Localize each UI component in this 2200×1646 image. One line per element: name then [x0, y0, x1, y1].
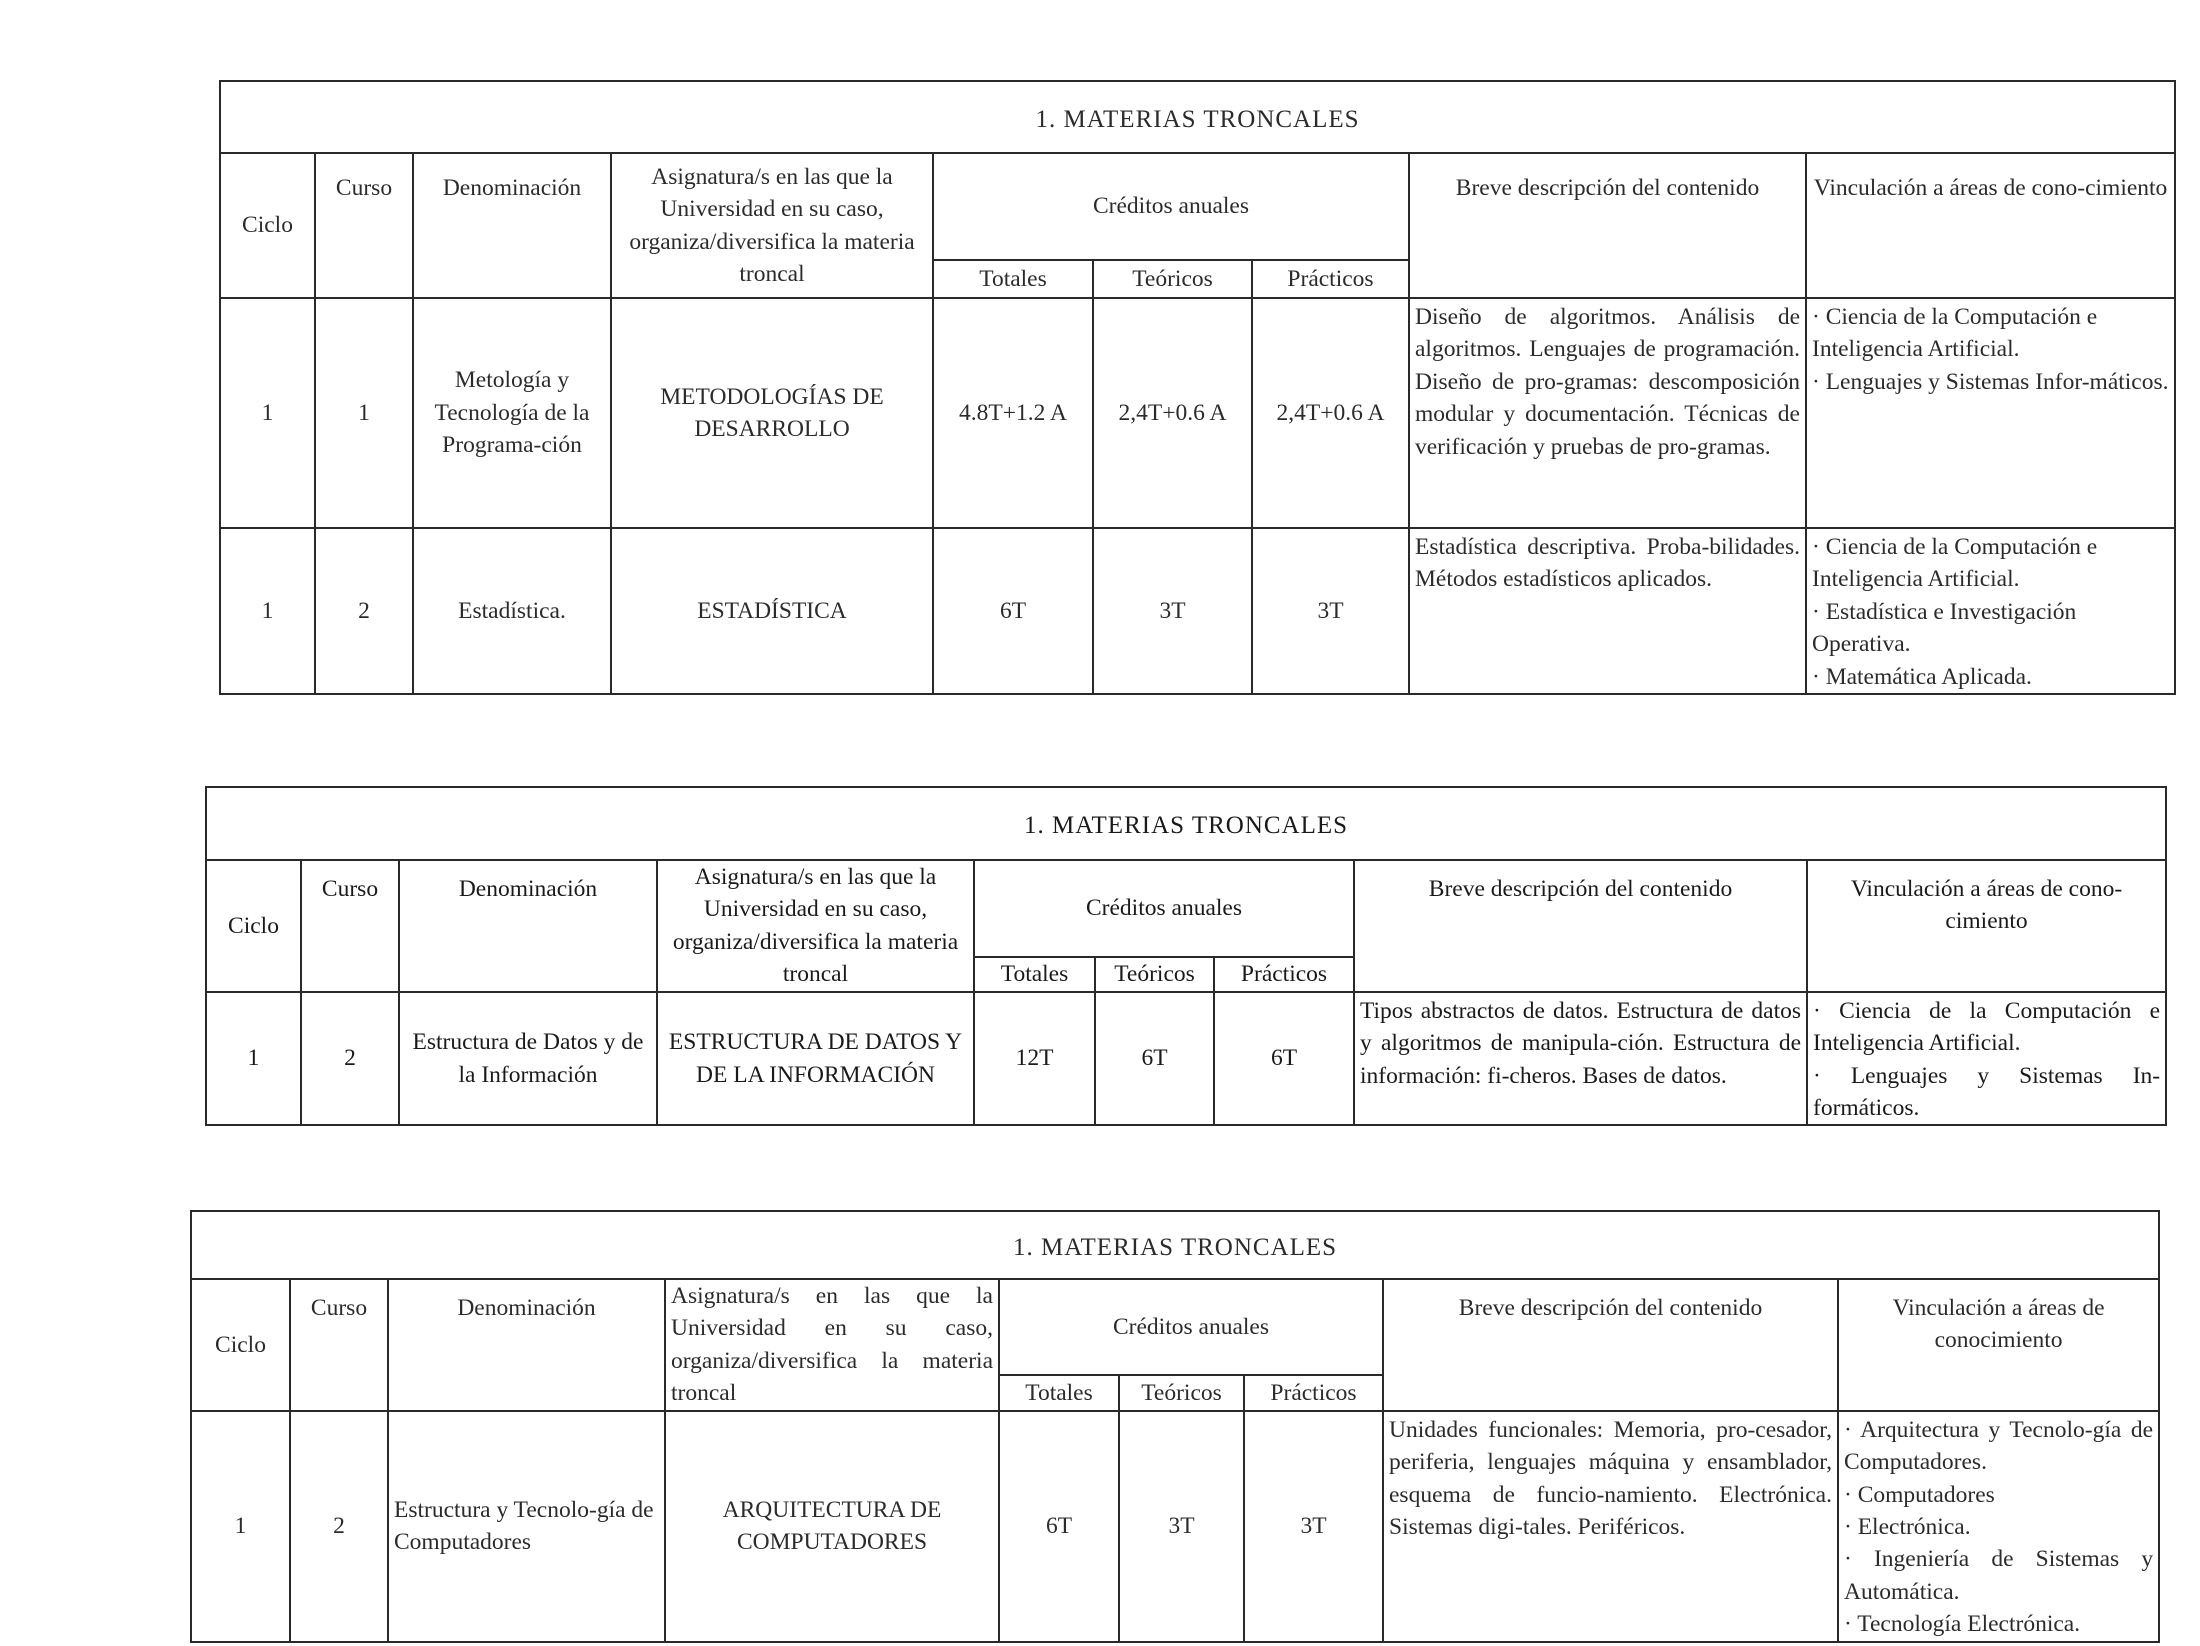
cell-vinculacion — [1807, 992, 2166, 1126]
header-practicos: Prácticos — [1244, 1375, 1383, 1410]
cell-descripcion: Unidades funcionales: Memoria, pro-cesador, periferia, lenguajes máquina y ensamblador, esquema de funcio-namiento. Electrónica. Sistemas digi-tales. Periféricos. — [1383, 1411, 1838, 1642]
cell-curso: 2 — [290, 1411, 388, 1642]
header-asignatura: Asignatura/s en las que la Universidad en su caso, organiza/diversifica la materia troncal — [665, 1279, 999, 1411]
header-descripcion: Breve descripción del contenido — [1383, 1279, 1838, 1411]
cell-ciclo: 1 — [206, 992, 301, 1126]
area-item: · Lenguajes y Sistemas In-formáticos. — [1813, 1062, 2161, 1121]
header-denominacion: Denominación — [399, 860, 657, 992]
header-creditos-anuales: Créditos anuales — [999, 1279, 1383, 1375]
cell-teoricos: 6T — [1095, 992, 1214, 1126]
cell-curso: 1 — [315, 298, 413, 528]
cell-denominacion: Estadística. — [413, 528, 611, 694]
area-item: · Electrónica. — [1844, 1513, 1971, 1540]
cell-teoricos: 2,4T+0.6 A — [1093, 298, 1252, 528]
header-curso: Curso — [301, 860, 399, 992]
cell-asignatura: ARQUITECTURA DE COMPUTADORES — [665, 1411, 999, 1642]
cell-asignatura: ESTRUCTURA DE DATOS Y DE LA INFORMACIÓN — [657, 992, 974, 1126]
header-asignatura: Asignatura/s en las que la Universidad en su caso, organiza/diversifica la materia troncal — [657, 860, 974, 992]
cell-asignatura: ESTADÍSTICA — [611, 528, 933, 694]
area-item: · Arquitectura y Tecnolo-gía de Computadores. — [1844, 1416, 2154, 1476]
cell-denominacion: Estructura de Datos y de la Información — [399, 992, 657, 1126]
cell-ciclo: 1 — [220, 528, 315, 694]
header-vinculacion: Vinculación a áreas de cono-cimiento — [1807, 860, 2166, 992]
header-totales: Totales — [974, 957, 1095, 992]
cell-practicos: 6T — [1214, 992, 1354, 1126]
header-vinculacion: Vinculación a áreas de conocimiento — [1838, 1279, 2159, 1411]
cell-curso: 2 — [301, 992, 399, 1126]
cell-teoricos: 3T — [1093, 528, 1252, 694]
cell-denominacion: Metología y Tecnología de la Programa-ción — [413, 298, 611, 528]
cell-practicos: 3T — [1252, 528, 1409, 694]
header-practicos: Prácticos — [1252, 260, 1409, 298]
header-curso: Curso — [290, 1279, 388, 1411]
area-item: · Computadores — [1844, 1481, 1995, 1508]
area-item: · Ciencia de la Computación e Inteligencia Artificial. — [1813, 997, 2161, 1057]
cell-denominacion: Estructura y Tecnolo-gía de Computadores — [388, 1411, 665, 1642]
header-totales: Totales — [933, 260, 1093, 298]
header-ciclo: Ciclo — [220, 153, 315, 298]
cell-curso: 2 — [315, 528, 413, 694]
cell-descripcion: Diseño de algoritmos. Análisis de algoritmos. Lenguajes de programación. Diseño de pro-gramas: descomposición modular y documentación. Técnicas de verificación y pruebas de pro-gramas. — [1409, 298, 1806, 528]
table-title: 1. MATERIAS TRONCALES — [206, 787, 2166, 860]
header-teoricos: Teóricos — [1119, 1375, 1244, 1410]
header-vinculacion: Vinculación a áreas de cono-cimiento — [1806, 153, 2175, 298]
header-teoricos: Teóricos — [1095, 957, 1214, 992]
area-item: · Ciencia de la Computación e Inteligencia Artificial. — [1812, 304, 2098, 363]
cell-practicos: 3T — [1244, 1411, 1383, 1642]
cell-totales: 4.8T+1.2 A — [933, 298, 1093, 528]
header-practicos: Prácticos — [1214, 957, 1354, 992]
cell-teoricos: 3T — [1119, 1411, 1244, 1642]
area-item: · Ciencia de la Computación e Inteligencia Artificial. — [1812, 534, 2098, 593]
header-creditos-anuales: Créditos anuales — [974, 860, 1354, 957]
cell-vinculacion — [1838, 1411, 2159, 1642]
header-denominacion: Denominación — [413, 153, 611, 298]
cell-ciclo: 1 — [220, 298, 315, 528]
header-descripcion: Breve descripción del contenido — [1409, 153, 1806, 298]
header-denominacion: Denominación — [388, 1279, 665, 1411]
header-ciclo: Ciclo — [191, 1279, 290, 1411]
table-title: 1. MATERIAS TRONCALES — [220, 81, 2175, 153]
cell-vinculacion — [1806, 298, 2175, 528]
area-item: · Estadística e Investigación Operativa. — [1812, 598, 2077, 658]
area-item: · Matemática Aplicada. — [1812, 663, 2032, 690]
area-item: · Ingeniería de Sistemas y Automática. — [1844, 1546, 2154, 1605]
cell-vinculacion — [1806, 528, 2175, 694]
header-ciclo: Ciclo — [206, 860, 301, 992]
header-teoricos: Teóricos — [1093, 260, 1252, 298]
cell-descripcion: Tipos abstractos de datos. Estructura de datos y algoritmos de manipula-ción. Estructura de información: fi-cheros. Bases de datos. — [1354, 992, 1807, 1126]
area-item: · Lenguajes y Sistemas Infor-máticos. — [1812, 368, 2169, 395]
area-item: · Tecnología Electrónica. — [1844, 1611, 2081, 1638]
cell-totales: 6T — [999, 1411, 1119, 1642]
header-totales: Totales — [999, 1375, 1119, 1410]
cell-ciclo: 1 — [191, 1411, 290, 1642]
cell-descripcion: Estadística descriptiva. Proba-bilidades. Métodos estadísticos aplicados. — [1409, 528, 1806, 694]
materias-troncales-table-1 — [219, 80, 2176, 695]
materias-troncales-table-3 — [190, 1210, 2160, 1643]
header-descripcion: Breve descripción del contenido — [1354, 860, 1807, 992]
header-asignatura: Asignatura/s en las que la Universidad en su caso, organiza/diversifica la materia troncal — [611, 153, 933, 298]
table-title: 1. MATERIAS TRONCALES — [191, 1211, 2159, 1279]
materias-troncales-table-2 — [205, 786, 2167, 1126]
cell-totales: 12T — [974, 992, 1095, 1126]
cell-practicos: 2,4T+0.6 A — [1252, 298, 1409, 528]
header-creditos-anuales: Créditos anuales — [933, 153, 1409, 260]
cell-totales: 6T — [933, 528, 1093, 694]
cell-asignatura: METODOLOGÍAS DE DESARROLLO — [611, 298, 933, 528]
header-curso: Curso — [315, 153, 413, 298]
